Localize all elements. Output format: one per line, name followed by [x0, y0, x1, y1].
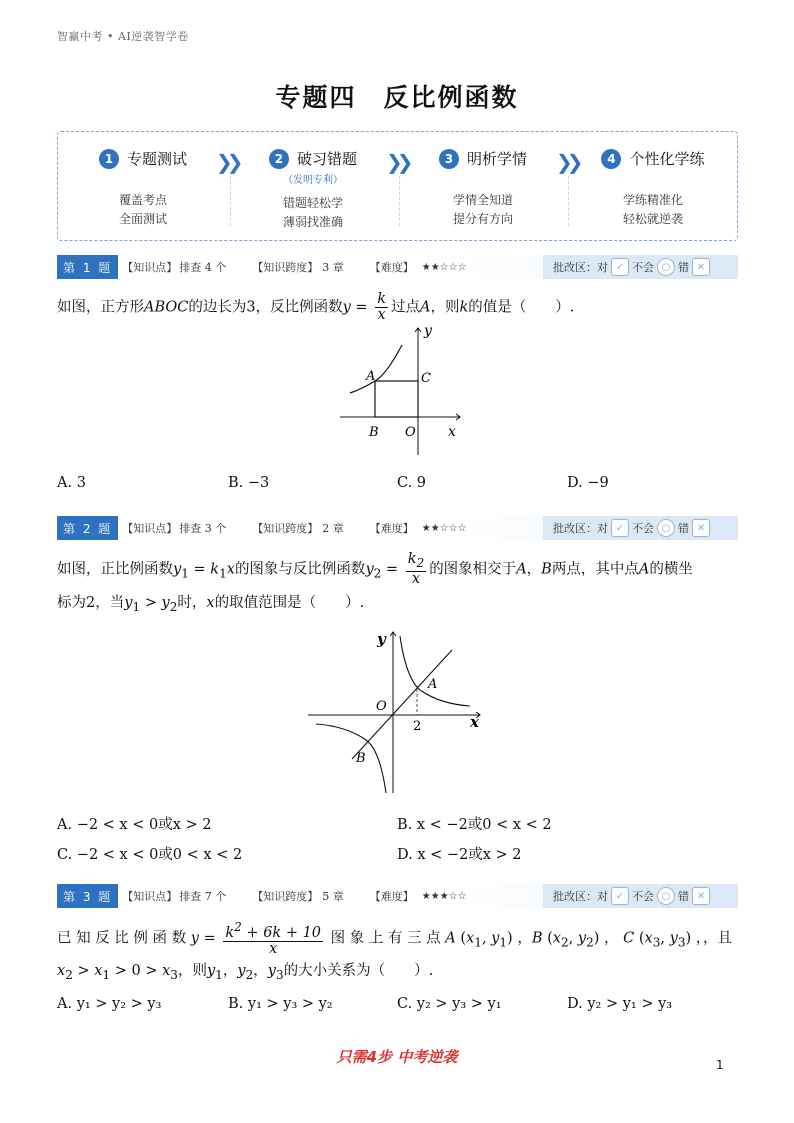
- chevron-right-icon: ❯❯: [556, 150, 578, 174]
- kp-label: 【知识点】: [122, 261, 178, 274]
- grading-area: [543, 255, 738, 279]
- grade-right-checkbox[interactable]: ✓: [611, 887, 629, 905]
- option-d[interactable]: D. x < −2或x > 2: [397, 847, 522, 863]
- grading-area: [543, 516, 738, 540]
- fig-label-c: C: [421, 371, 431, 386]
- grade-right-label: 对: [597, 890, 608, 903]
- chevron-right-icon: ❯❯: [386, 150, 408, 174]
- fig-label-x: x: [470, 713, 479, 731]
- grade-unsure-label: 不会: [632, 522, 654, 535]
- step-number-icon: 1: [99, 149, 119, 169]
- grade-wrong-label: 错: [678, 522, 689, 535]
- option-c[interactable]: C. −2 < x < 0或0 < x < 2: [57, 847, 243, 863]
- question-2-text: 如图，正比例函数$y_1 = k_1x$的图象与反比例函数$y_2$ = $\frac{k_2}{x}$ 的图象相交于A，B两点，其中点A的横坐 标为2，当$y_1 > y_2$时，x的取值范围是（ ）.: [57, 551, 693, 615]
- option-d[interactable]: D. y₂ > y₁ > y₃: [567, 996, 673, 1012]
- grading-label: 批改区：: [553, 890, 597, 903]
- option-b[interactable]: B. −3: [228, 475, 270, 491]
- question-1-text: 如图，正方形ABOC的边长为3，反比例函数y = $\frac{k}{x}$ 过点A，则k的值是（ ）.: [57, 291, 575, 323]
- step-title: 专题测试: [126, 150, 187, 168]
- step-title: 破习错题: [296, 150, 357, 168]
- grade-unsure-checkbox[interactable]: ○: [657, 258, 675, 276]
- option-c[interactable]: C. y₂ > y₃ > y₁: [397, 996, 502, 1012]
- step-subtitle: （发明专利）: [283, 175, 343, 186]
- fig-label-a: A: [428, 677, 438, 692]
- grade-right-checkbox[interactable]: ✓: [611, 519, 629, 537]
- question-header: [57, 255, 738, 279]
- fig-label-o: O: [405, 425, 416, 440]
- grading-area: [543, 884, 738, 908]
- option-a[interactable]: A. 3: [57, 475, 86, 491]
- kp-value: 排查 3 个: [179, 522, 227, 535]
- step-desc: 覆盖考点 全面测试: [118, 193, 167, 226]
- step-title: 个性化学练: [629, 150, 705, 168]
- steps-panel: [57, 131, 738, 241]
- grade-wrong-label: 错: [678, 261, 689, 274]
- option-a[interactable]: A. y₁ > y₂ > y₃: [57, 996, 162, 1012]
- fig-label-b: B: [356, 751, 366, 766]
- span-label: 【知识跨度】: [252, 522, 319, 535]
- question-badge: 第 3 题: [57, 884, 118, 908]
- grade-unsure-label: 不会: [632, 261, 654, 274]
- step-number-icon: 2: [269, 149, 289, 169]
- fig-label-y: y: [377, 630, 386, 648]
- option-a[interactable]: A. −2 < x < 0或x > 2: [57, 817, 212, 833]
- step-4: [568, 148, 738, 229]
- fig-label-x: x: [448, 424, 456, 440]
- grade-wrong-checkbox[interactable]: ✕: [692, 258, 710, 276]
- question-2-figure: [300, 628, 490, 798]
- option-b[interactable]: B. y₁ > y₃ > y₂: [228, 996, 333, 1012]
- difficulty-stars: ★★☆☆☆: [421, 261, 467, 273]
- step-number-icon: 4: [601, 149, 621, 169]
- step-2: [228, 148, 398, 232]
- span-value: 3 章: [322, 261, 344, 274]
- grading-label: 批改区：: [553, 261, 597, 274]
- kp-value: 排查 7 个: [179, 890, 227, 903]
- page-title: 专题四 反比例函数: [275, 83, 519, 112]
- span-label: 【知识跨度】: [252, 890, 319, 903]
- fig-label-a: A: [366, 369, 376, 384]
- question-3-text: 已 知 反 比 例 函 数 y = $\frac{k^2 + 6k + 10}{x}$ 图 象 上 有 三 点 A ($x_1$, $y_1$) ，B ($x_2$, $y_2$) ， C ($x_3$, $y_3$) ，，且 $x_2 > x_1 > 0 > x_3$，则$y_1$，$y_2$，$y_3$的大小关系为（ ）.: [57, 920, 733, 982]
- grade-right-label: 对: [597, 522, 608, 535]
- grade-right-label: 对: [597, 261, 608, 274]
- footer-logo: 只需4步 中考逆袭: [336, 1048, 458, 1066]
- fig-label-o: O: [376, 699, 387, 714]
- span-label: 【知识跨度】: [252, 261, 319, 274]
- difficulty-stars: ★★★☆☆: [421, 890, 467, 902]
- question-badge: 第 1 题: [57, 255, 118, 279]
- option-b[interactable]: B. x < −2或0 < x < 2: [397, 817, 552, 833]
- header-brand: 智赢中考 • AI逆袭智学卷: [57, 30, 189, 43]
- grade-wrong-checkbox[interactable]: ✕: [692, 519, 710, 537]
- difficulty-label: 【难度】: [369, 890, 414, 903]
- span-value: 5 章: [322, 890, 344, 903]
- step-title: 明析学情: [466, 150, 527, 168]
- grade-unsure-checkbox[interactable]: ○: [657, 519, 675, 537]
- kp-value: 排查 4 个: [179, 261, 227, 274]
- option-c[interactable]: C. 9: [397, 475, 427, 491]
- difficulty-stars: ★★☆☆☆: [421, 522, 467, 534]
- grade-unsure-checkbox[interactable]: ○: [657, 887, 675, 905]
- question-1-figure: [330, 320, 470, 460]
- step-1: [58, 148, 228, 229]
- difficulty-label: 【难度】: [369, 522, 414, 535]
- chevron-right-icon: ❯❯: [216, 150, 238, 174]
- grade-unsure-label: 不会: [632, 890, 654, 903]
- kp-label: 【知识点】: [122, 522, 178, 535]
- fig-label-b: B: [369, 425, 379, 440]
- fig-label-y: y: [424, 323, 432, 339]
- page-number: 1: [716, 1058, 724, 1072]
- step-desc: 学练精准化 轻松就逆袭: [622, 193, 683, 226]
- grade-wrong-checkbox[interactable]: ✕: [692, 887, 710, 905]
- option-d[interactable]: D. −9: [567, 475, 609, 491]
- step-desc: 错题轻松学 薄弱找准确: [282, 196, 343, 229]
- difficulty-label: 【难度】: [369, 261, 414, 274]
- question-header: [57, 516, 738, 540]
- kp-label: 【知识点】: [122, 890, 178, 903]
- question-badge: 第 2 题: [57, 516, 118, 540]
- step-number-icon: 3: [439, 149, 459, 169]
- step-desc: 学情全知道 提分有方向: [452, 193, 513, 226]
- grade-wrong-label: 错: [678, 890, 689, 903]
- fig-label-two: 2: [413, 719, 422, 734]
- span-value: 2 章: [322, 522, 344, 535]
- step-3: [398, 148, 568, 229]
- grade-right-checkbox[interactable]: ✓: [611, 258, 629, 276]
- grading-label: 批改区：: [553, 522, 597, 535]
- question-header: [57, 884, 738, 908]
